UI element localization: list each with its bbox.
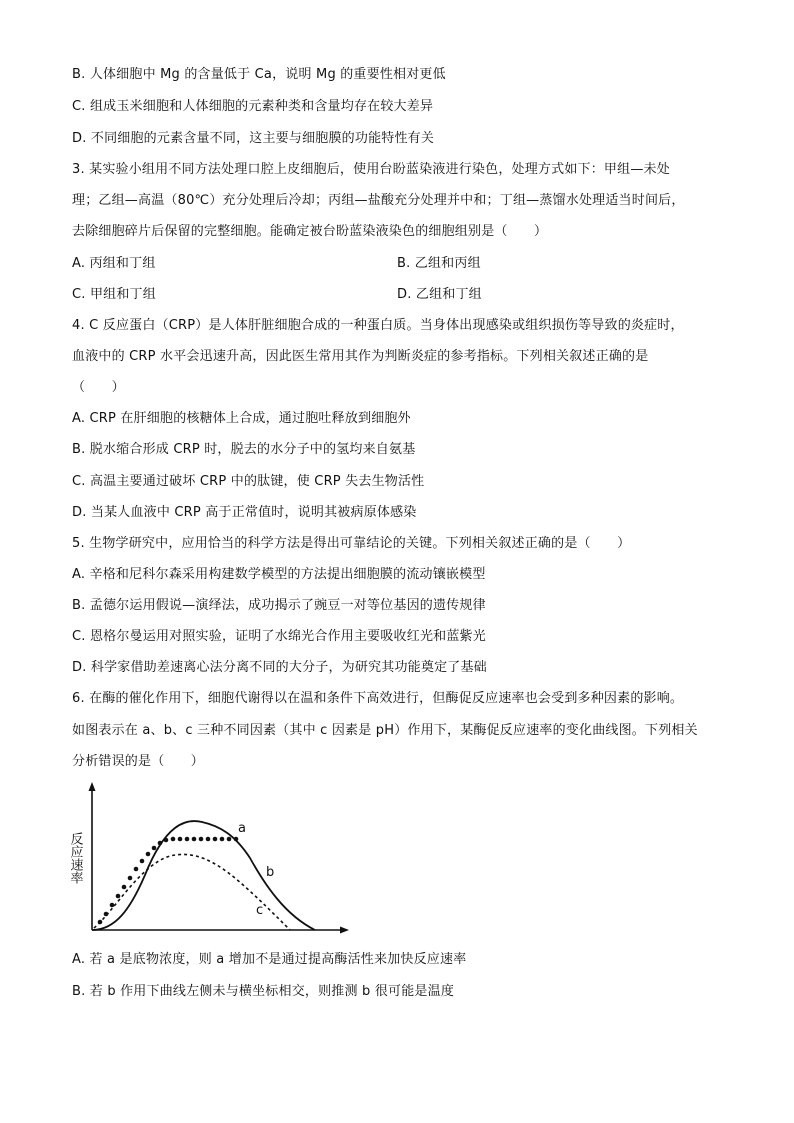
- line-q3-stem-2: 理；乙组—高温（80℃）充分处理后冷却；丙组—盐酸充分处理并中和；丁组—蒸馏水处理适当时间后，: [72, 193, 685, 208]
- line-q4-option-d: D. 当某人血液中 CRP 高于正常值时，说明其被病原体感染: [72, 505, 417, 520]
- line-q4-stem-2: 血液中的 CRP 水平会迅速升高，因此医生常用其作为判断炎症的参考指标。下列相关叙述正确的是: [72, 349, 649, 364]
- x-axis-arrow: [340, 927, 349, 934]
- line-q6-stem-3: 分析错误的是（ ）: [72, 754, 205, 769]
- line-q5-option-a: A. 辛格和尼科尔森采用构建数学模型的方法提出细胞膜的流动镶嵌模型: [72, 567, 486, 582]
- line-q5-option-b: B. 孟德尔运用假说—演绎法，成功揭示了豌豆一对等位基因的遗传规律: [72, 598, 486, 613]
- curve-label-a: a: [238, 821, 246, 836]
- line-q3-option-b: B. 乙组和丙组: [397, 256, 481, 271]
- line-q4-stem-1: 4. C 反应蛋白（CRP）是人体肝脏细胞合成的一种蛋白质。当身体出现感染或组织损伤等导致的炎症时，: [72, 318, 684, 333]
- y-axis-label: 反应速率: [67, 832, 83, 884]
- line-q3-option-c: C. 甲组和丁组: [72, 287, 156, 302]
- line-q3-option-a: A. 丙组和丁组: [72, 256, 156, 271]
- line-q3-stem-3: 去除细胞碎片后保留的完整细胞。能确定被台盼蓝染液染色的细胞组别是（ ）: [72, 224, 548, 239]
- line-q4-option-c: C. 高温主要通过破坏 CRP 中的肽键，使 CRP 失去生物活性: [72, 474, 425, 489]
- line-q5-option-d: D. 科学家借助差速离心法分离不同的大分子，为研究其功能奠定了基础: [72, 660, 487, 675]
- line-q5-option-c: C. 恩格尔曼运用对照实验，证明了水绵光合作用主要吸收红光和蓝紫光: [72, 629, 486, 644]
- line-q4-stem-3: （ ）: [72, 380, 125, 395]
- line-q4-option-b: B. 脱水缩合形成 CRP 时，脱去的水分子中的氢均来自氨基: [72, 442, 416, 457]
- line-q6-stem-2: 如图表示在 a、b、c 三种不同因素（其中 c 因素是 pH）作用下，某酶促反应速率的变化曲线图。下列相关: [72, 723, 698, 738]
- line-q2-option-c: C. 组成玉米细胞和人体细胞的元素种类和含量均存在较大差异: [72, 99, 434, 114]
- curve-c: [94, 854, 290, 930]
- line-q4-option-a: A. CRP 在肝细胞的核糖体上合成，通过胞吐释放到细胞外: [72, 411, 411, 426]
- reaction-rate-figure: [67, 780, 360, 935]
- line-q6-stem-1: 6. 在酶的催化作用下，细胞代谢得以在温和条件下高效进行，但酶促反应速率也会受到多种因素的影响。: [72, 691, 684, 706]
- line-q5-stem: 5. 生物学研究中，应用恰当的科学方法是得出可靠结论的关键。下列相关叙述正确的是（ ）: [72, 536, 631, 551]
- line-q2-option-d: D. 不同细胞的元素含量不同，这主要与细胞膜的功能特性有关: [72, 131, 435, 146]
- line-q6-option-a: A. 若 a 是底物浓度，则 a 增加不是通过提高酶活性来加快反应速率: [72, 952, 467, 967]
- curve-label-b: b: [266, 865, 275, 880]
- line-q2-option-b: B. 人体细胞中 Mg 的含量低于 Ca，说明 Mg 的重要性相对更低: [72, 67, 446, 82]
- line-q6-option-b: B. 若 b 作用下曲线左侧未与横坐标相交，则推测 b 很可能是温度: [72, 984, 455, 999]
- curve-a: [98, 837, 239, 925]
- line-q3-option-d: D. 乙组和丁组: [397, 287, 482, 302]
- y-axis-arrow: [89, 782, 96, 791]
- line-q3-stem-1: 3. 某实验小组用不同方法处理口腔上皮细胞后，使用台盼蓝染液进行染色，处理方式如下：甲组—未处: [72, 162, 670, 177]
- curve-label-c: c: [256, 903, 264, 918]
- curve-b: [92, 821, 315, 930]
